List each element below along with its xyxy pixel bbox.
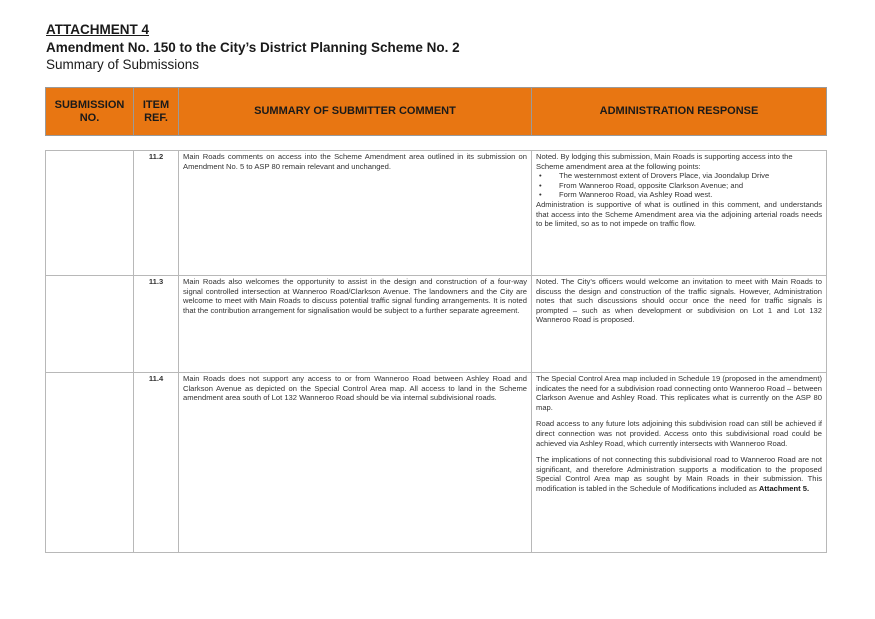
bullet-icon: •	[539, 171, 542, 181]
bullet-icon: •	[539, 180, 542, 190]
summary-subtitle: Summary of Submissions	[46, 57, 200, 72]
document-heading	[46, 22, 460, 73]
item-ref-cell: 11.4	[134, 373, 179, 553]
response-cell	[532, 151, 827, 276]
response-paragraph: The Special Control Area map included in Schedule 19 (proposed in the amendment) indicates the need for a subdivision road connecting onto Wanneroo Road – between Clarkson Avenue and Ashley Road. This replicates what is currently on the ASP 80 map.	[536, 374, 822, 412]
list-item: • The westernmost extent of Drovers Place, via Joondalup Drive	[536, 171, 822, 181]
header-summary: SUMMARY OF SUBMITTER COMMENT	[179, 88, 532, 136]
amendment-title: Amendment No. 150 to the City’s District Planning Scheme No. 2	[46, 40, 460, 55]
attachment-title: ATTACHMENT 4	[46, 22, 149, 37]
response-paragraph: The implications of not connecting this subdivisional road to Wanneroo Road are not significant, and therefore Administration supports a modification to the proposed Special Control Area map as sought by Main Roads in their submission. This modification is tabled in the Schedule of Modifications included as Attachment 5.	[536, 455, 822, 493]
bullet-icon: •	[539, 190, 542, 200]
response-outro: Administration is supportive of what is outlined in this comment, and understands that access into the Scheme Amendment area via the adjoining arterial roads needs to be limited, so as to not impede on traffic flow.	[536, 199, 822, 229]
response-paragraph: Road access to any future lots adjoining this subdivision road can still be achieved if direct connection was not provided. Access onto this subdivisional road could be achieved via Ashley Road, which currently intersects with Wanneroo Road.	[536, 419, 822, 448]
header-table	[45, 87, 827, 136]
header-response: ADMINISTRATION RESPONSE	[532, 88, 827, 136]
header-item-ref: ITEM REF.	[134, 88, 179, 136]
submission-cell	[46, 373, 134, 553]
comment-cell: Main Roads comments on access into the Scheme Amendment area outlined in its submission on Amendment No. 5 to ASP 80 remain relevant and unchanged.	[179, 151, 532, 276]
submission-cell	[46, 151, 134, 276]
comment-cell: Main Roads also welcomes the opportunity to assist in the design and construction of a four-way signal controlled intersection at Wanneroo Road/Clarkson Avenue. The landowners and the City are welcome to meet with Main Roads to discuss potential traffic signal funding arrangements. It is noted that the contribution arrangement for signalisation would be subject to a further separate agreement.	[179, 276, 532, 373]
list-item: • Form Wanneroo Road, via Ashley Road west.	[536, 190, 822, 200]
item-ref-cell: 11.3	[134, 276, 179, 373]
submissions-table	[45, 150, 827, 553]
comment-cell: Main Roads does not support any access to or from Wanneroo Road between Ashley Road and Clarkson Avenue as depicted on the Special Control Area map. All access to land in the Scheme amendment area south of Lot 132 Wanneroo Road should be via internal subdivisional roads.	[179, 373, 532, 553]
list-item: • From Wanneroo Road, opposite Clarkson Avenue; and	[536, 181, 822, 191]
table-row	[46, 276, 827, 373]
response-cell	[532, 373, 827, 553]
table-row	[46, 151, 827, 276]
header-submission-no: SUBMISSION NO.	[46, 88, 134, 136]
submission-cell	[46, 276, 134, 373]
item-ref-cell: 11.2	[134, 151, 179, 276]
response-cell: Noted. The City’s officers would welcome an invitation to meet with Main Roads to discuss the design and construction of the traffic signals. However, Administration notes that such discussions should occur once the need for traffic signals is prompted – such as when development or subdivision on Lot 1 and Lot 132 Wanneroo Road is proposed.	[532, 276, 827, 373]
attachment-reference: Attachment 5.	[758, 483, 810, 493]
table-row	[46, 373, 827, 553]
response-intro: Noted. By lodging this submission, Main Roads is supporting access into the Scheme amendment area at the following points:	[536, 152, 793, 171]
